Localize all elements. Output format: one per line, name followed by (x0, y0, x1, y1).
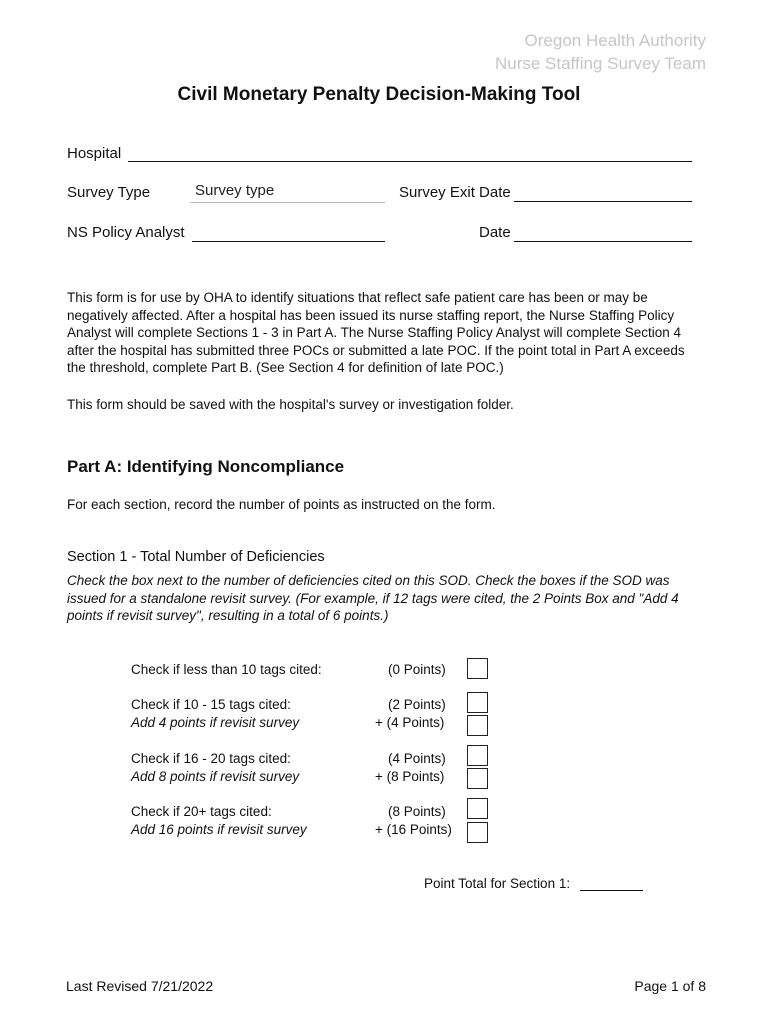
row-points: (4 Points) (388, 751, 446, 766)
survey-type-value[interactable]: Survey type (195, 182, 275, 199)
row-sub-label: Add 16 points if revisit survey (131, 822, 307, 837)
row-sub-points: + (16 Points) (375, 822, 452, 837)
row-sub-points: + (4 Points) (375, 715, 445, 730)
page-title: Civil Monetary Penalty Decision-Making Tool (177, 84, 581, 105)
hospital-label: Hospital (67, 145, 122, 162)
page-number: Page 1 of 8 (634, 978, 706, 994)
header-org-block (495, 29, 706, 75)
part-a-instructions: For each section, record the number of points as instructed on the form. (67, 497, 496, 512)
checkbox-0-points[interactable] (467, 658, 488, 679)
row-label: Check if 16 - 20 tags cited: (131, 751, 291, 766)
section-1-instructions: Check the box next to the number of deficiencies cited on this SOD. Check the boxes if the SOD was issued for a standalone revisit survey. (For example, if 12 tags were cited, the 2 Points Box and "Add 4 points if revisit survey", resulting in a total of 6 points.) (67, 573, 679, 623)
checkbox-revisit-8-points[interactable] (467, 768, 488, 789)
row-points: (2 Points) (388, 697, 446, 712)
row-label: Check if 20+ tags cited: (131, 804, 272, 819)
team-name: Nurse Staffing Survey Team (494, 54, 706, 73)
hospital-field[interactable] (128, 161, 692, 162)
checkbox-2-points[interactable] (467, 692, 488, 713)
survey-type-label: Survey Type (67, 184, 151, 201)
section-1-total-label: Point Total for Section 1: (424, 876, 571, 891)
row-points: (0 Points) (388, 662, 446, 677)
date-field[interactable] (514, 241, 692, 242)
analyst-label: NS Policy Analyst (67, 224, 185, 241)
checkbox-4-points[interactable] (467, 745, 488, 766)
survey-exit-date-field[interactable] (514, 201, 692, 202)
row-sub-points: + (8 Points) (375, 769, 445, 784)
intro-paragraph: This form is for use by OHA to identify situations that reflect safe patient care has been or may be negatively affected. After a hospital has been issued its nurse staffing report, the Nurse Staffing Policy Analyst will complete Sections 1 - 3 in Part A. The Nurse Staffing Policy Analyst will complete Section 4 after the hospital has submitted three POCs or submitted a late POC. If the point total in Part A exceeds the threshold, complete Part B. (See Section 4 for definition of late POC.) (67, 290, 685, 375)
checkbox-revisit-16-points[interactable] (467, 822, 488, 843)
checkbox-revisit-4-points[interactable] (467, 715, 488, 736)
last-revised: Last Revised 7/21/2022 (66, 978, 214, 994)
org-name: Oregon Health Authority (524, 31, 706, 50)
checkbox-8-points[interactable] (467, 798, 488, 819)
analyst-field[interactable] (192, 241, 385, 242)
row-label: Check if less than 10 tags cited: (131, 662, 322, 677)
row-sub-label: Add 4 points if revisit survey (131, 715, 300, 730)
section-1-heading: Section 1 - Total Number of Deficiencies (67, 549, 325, 565)
section-1-total-field[interactable] (580, 890, 643, 891)
save-note: This form should be saved with the hospital's survey or investigation folder. (67, 397, 514, 412)
row-points: (8 Points) (388, 804, 446, 819)
survey-exit-label: Survey Exit Date (399, 184, 511, 201)
row-label: Check if 10 - 15 tags cited: (131, 697, 291, 712)
date-label: Date (479, 224, 511, 241)
row-sub-label: Add 8 points if revisit survey (131, 769, 300, 784)
part-a-heading: Part A: Identifying Noncompliance (67, 457, 345, 476)
survey-type-dropdown-underline[interactable] (190, 202, 385, 203)
